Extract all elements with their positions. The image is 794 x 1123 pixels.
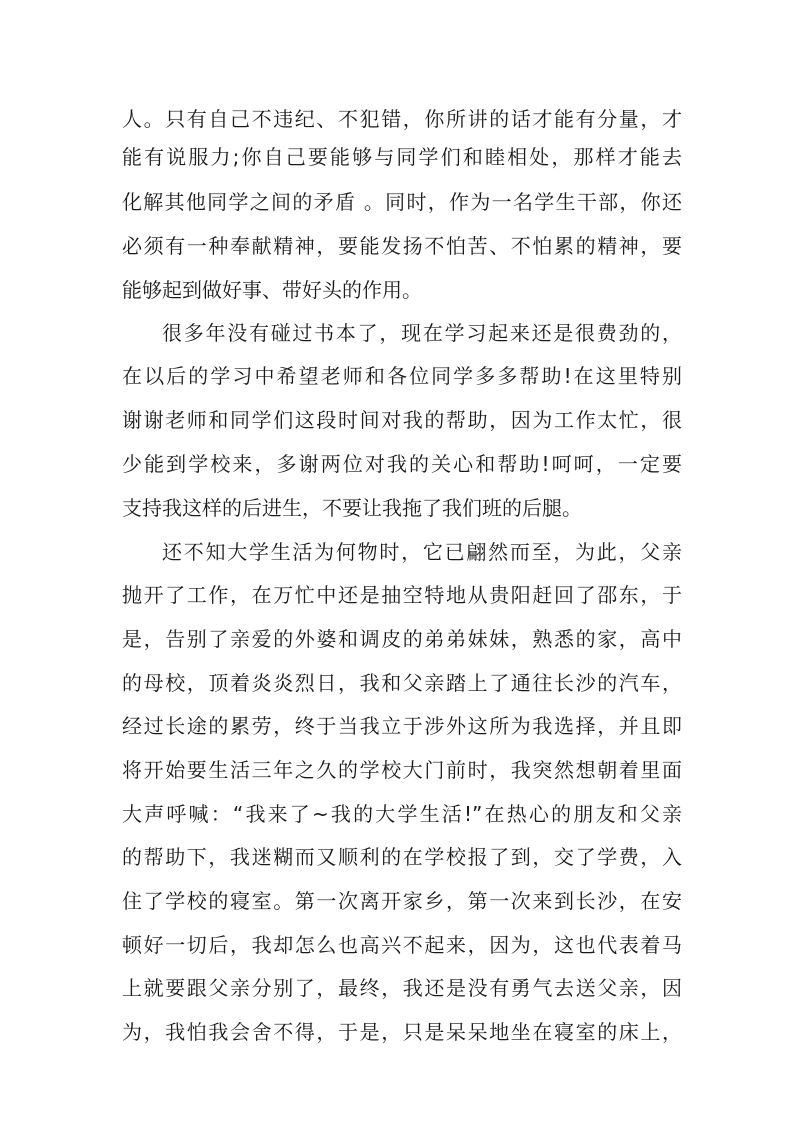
paragraph-2-line-1: 很多年没有碰过书本了，现在学习起来还是很费劲的，: [162, 321, 682, 345]
paragraph-1-line-4: 必须有一种奉献精神，要能发扬不怕苦、不怕累的精神，要: [122, 234, 682, 258]
paragraph-2-line-3: 谢谢老师和同学们这段时间对我的帮助，因为工作太忙，很: [122, 408, 682, 432]
paragraph-2-line-5: 支持我这样的后进生，不要让我拖了我们班的后腿。: [122, 496, 582, 520]
paragraph-3-line-6: 将开始要生活三年之久的学校大门前时，我突然想朝着里面: [122, 758, 682, 782]
paragraph-3-line-10: 顿好一切后，我却怎么也高兴不起来，因为，这也代表着马: [122, 933, 682, 957]
paragraph-1-line-2: 能有说服力;你自己要能够与同学们和睦相处，那样才能去: [122, 145, 682, 169]
paragraph-2-line-4: 少能到学校来，多谢两位对我的关心和帮助!呵呵，一定要: [122, 452, 682, 476]
paragraph-1-line-3: 化解其他同学之间的矛盾 。同时，作为一名学生干部，你还: [122, 190, 682, 214]
paragraph-3-line-3: 是，告别了亲爱的外婆和调皮的弟弟妹妹，熟悉的家，高中: [122, 627, 682, 651]
paragraph-3-line-8: 的帮助下，我迷糊而又顺利的在学校报了到，交了学费，入: [122, 845, 682, 869]
paragraph-2-line-2: 在以后的学习中希望老师和各位同学多多帮助!在这里特别: [122, 364, 682, 388]
paragraph-3-line-7: 大声呼喊：“我来了~我的大学生活!”在热心的朋友和父亲: [122, 802, 682, 826]
paragraph-3-line-4: 的母校，顶着炎炎烈日，我和父亲踏上了通往长沙的汽车，: [122, 671, 682, 695]
paragraph-3-line-5: 经过长途的累劳，终于当我立于涉外这所为我选择，并且即: [122, 714, 682, 738]
paragraph-1-line-1: 人。只有自己不违纪、不犯错，你所讲的话才能有分量，才: [122, 107, 682, 131]
paragraph-3-line-1: 还不知大学生活为何物时，它已翩然而至，为此，父亲: [162, 540, 682, 564]
paragraph-3-line-11: 上就要跟父亲分别了，最终，我还是没有勇气去送父亲，因: [122, 976, 682, 1000]
paragraph-3-line-12: 为，我怕我会舍不得，于是，只是呆呆地坐在寝室的床上，: [122, 1020, 682, 1044]
paragraph-3-line-9: 住了学校的寝室。第一次离开家乡，第一次来到长沙，在安: [122, 889, 682, 913]
paragraph-3-line-2: 抛开了工作，在万忙中还是抽空特地从贵阳赶回了邵东，于: [122, 583, 682, 607]
paragraph-1-line-5: 能够起到做好事、带好头的作用。: [122, 278, 422, 302]
